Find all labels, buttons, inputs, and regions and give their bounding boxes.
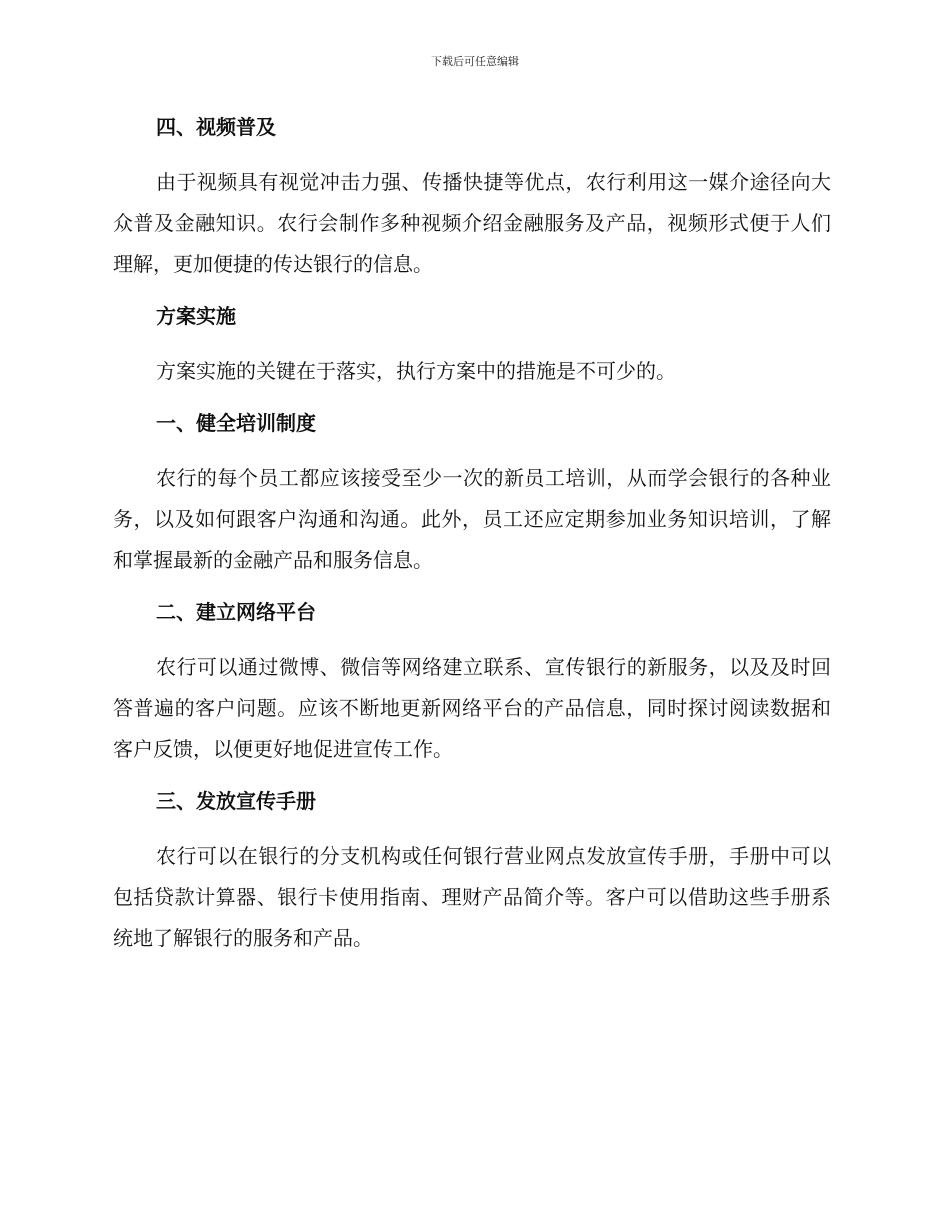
- section-heading-training: 一、健全培训制度: [156, 411, 316, 435]
- section-paragraph-video: 由于视频具有视觉冲击力强、传播快捷等优点，农行利用这一媒介途径向大众普及金融知识。农行会制作多种视频介绍金融服务及产品，视频形式便于人们理解，更加便捷的传达银行的信息。: [113, 170, 831, 276]
- section-paragraph-implementation: 方案实施的关键在于落实，执行方案中的措施是不可少的。: [156, 359, 676, 383]
- page-header-note: 下载后可任意编辑: [431, 55, 519, 68]
- section-heading-video: 四、视频普及: [156, 115, 276, 139]
- section-paragraph-training: 农行的每个员工都应该接受至少一次的新员工培训，从而学会银行的各种业务，以及如何跟客户沟通和沟通。此外，员工还应定期参加业务知识培训，了解和掌握最新的金融产品和服务信息。: [113, 466, 831, 572]
- section-heading-network: 二、建立网络平台: [156, 600, 316, 624]
- section-heading-implementation: 方案实施: [156, 304, 236, 328]
- section-paragraph-brochure: 农行可以在银行的分支机构或任何银行营业网点发放宣传手册，手册中可以包括贷款计算器、银行卡使用指南、理财产品简介等。客户可以借助这些手册系统地了解银行的服务和产品。: [113, 844, 831, 950]
- document-body: [113, 110, 831, 959]
- section-paragraph-network: 农行可以通过微博、微信等网络建立联系、宣传银行的新服务，以及及时回答普遍的客户问题。应该不断地更新网络平台的产品信息，同时探讨阅读数据和客户反馈，以便更好地促进宣传工作。: [113, 655, 831, 761]
- section-heading-brochure: 三、发放宣传手册: [156, 789, 316, 813]
